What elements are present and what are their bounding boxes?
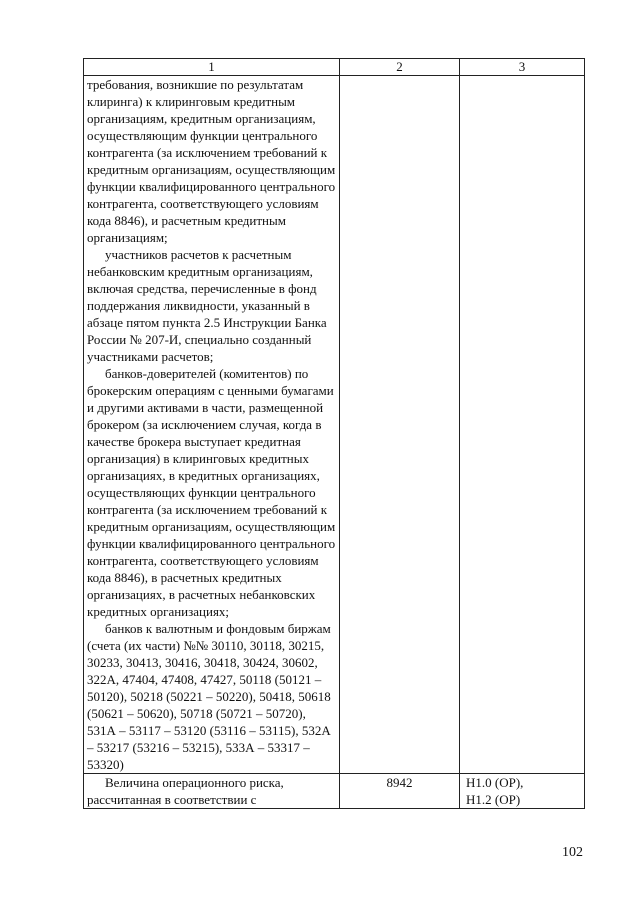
header-col-1: 1 [84, 59, 340, 76]
code-line: Н1.0 (ОР), [466, 775, 524, 790]
paragraph: банков-доверителей (комитентов) по брокерским операциям с ценными бумагами и другими активами в части, размещенной брокером (за исключением случая, когда в качестве брокера выступает кредитная организация) в клиринговых кредитных организациях, в кредитных организациях, осуществляющих функции центрального контрагента (за исключением требований к кредитным организациям, осуществляющим функции квалифицированного центрального контрагента, соответствующего условиям кода 8846), в расчетных кредитных организациях, в расчетных небанковских кредитных организациях; [87, 366, 336, 619]
paragraph: участников расчетов к расчетным небанковским кредитным организациям, включая средства, перечисленные в фонд поддержания ликвидности, указанный в абзаце пятом пункта 2.5 Инструкции Банка России № 207-И, специально созданный участниками расчетов; [87, 247, 327, 364]
page-number: 102 [562, 845, 583, 860]
header-col-3: 3 [460, 59, 585, 76]
row1-col2 [340, 76, 460, 774]
row1-col1 [84, 76, 340, 774]
paragraph: требования, возникшие по результатам клиринга) к клиринговым кредитным организациям, кредитным организациям, осуществляющим функции центрального контрагента (за исключением требований к кредитным организациям, осуществляющим функции квалифицированного центрального контрагента, соответствующего условиям кода 8846), и расчетным кредитным организациям; [87, 77, 336, 245]
code-line: Н1.2 (ОР) [466, 792, 521, 807]
row2-col2: 8942 [340, 774, 460, 809]
header-col-2: 2 [340, 59, 460, 76]
paragraph: банков к валютным и фондовым биржам (счета (их части) №№ 30110, 30118, 30215, 30233, 30413, 30416, 30418, 30424, 30602, 322А, 47404, 47408, 47427, 50118 (50121 – 50120), 50218 (50221 – 50220), 50418, 50618 (50621 – 50620), 50718 (50721 – 50720), 531А – 53117 – 53120 (53116 – 53115), 532А – 53217 (53216 – 53215), 533А – 53317 – 53320) [87, 621, 331, 772]
table-row [84, 774, 585, 809]
row2-col1 [84, 774, 340, 809]
document-table [83, 58, 585, 809]
table-row [84, 76, 585, 774]
row2-col3 [460, 774, 585, 809]
paragraph: Величина операционного риска, рассчитанная в соответствии с [87, 775, 284, 807]
row1-col3 [460, 76, 585, 774]
table-header-row [84, 59, 585, 76]
